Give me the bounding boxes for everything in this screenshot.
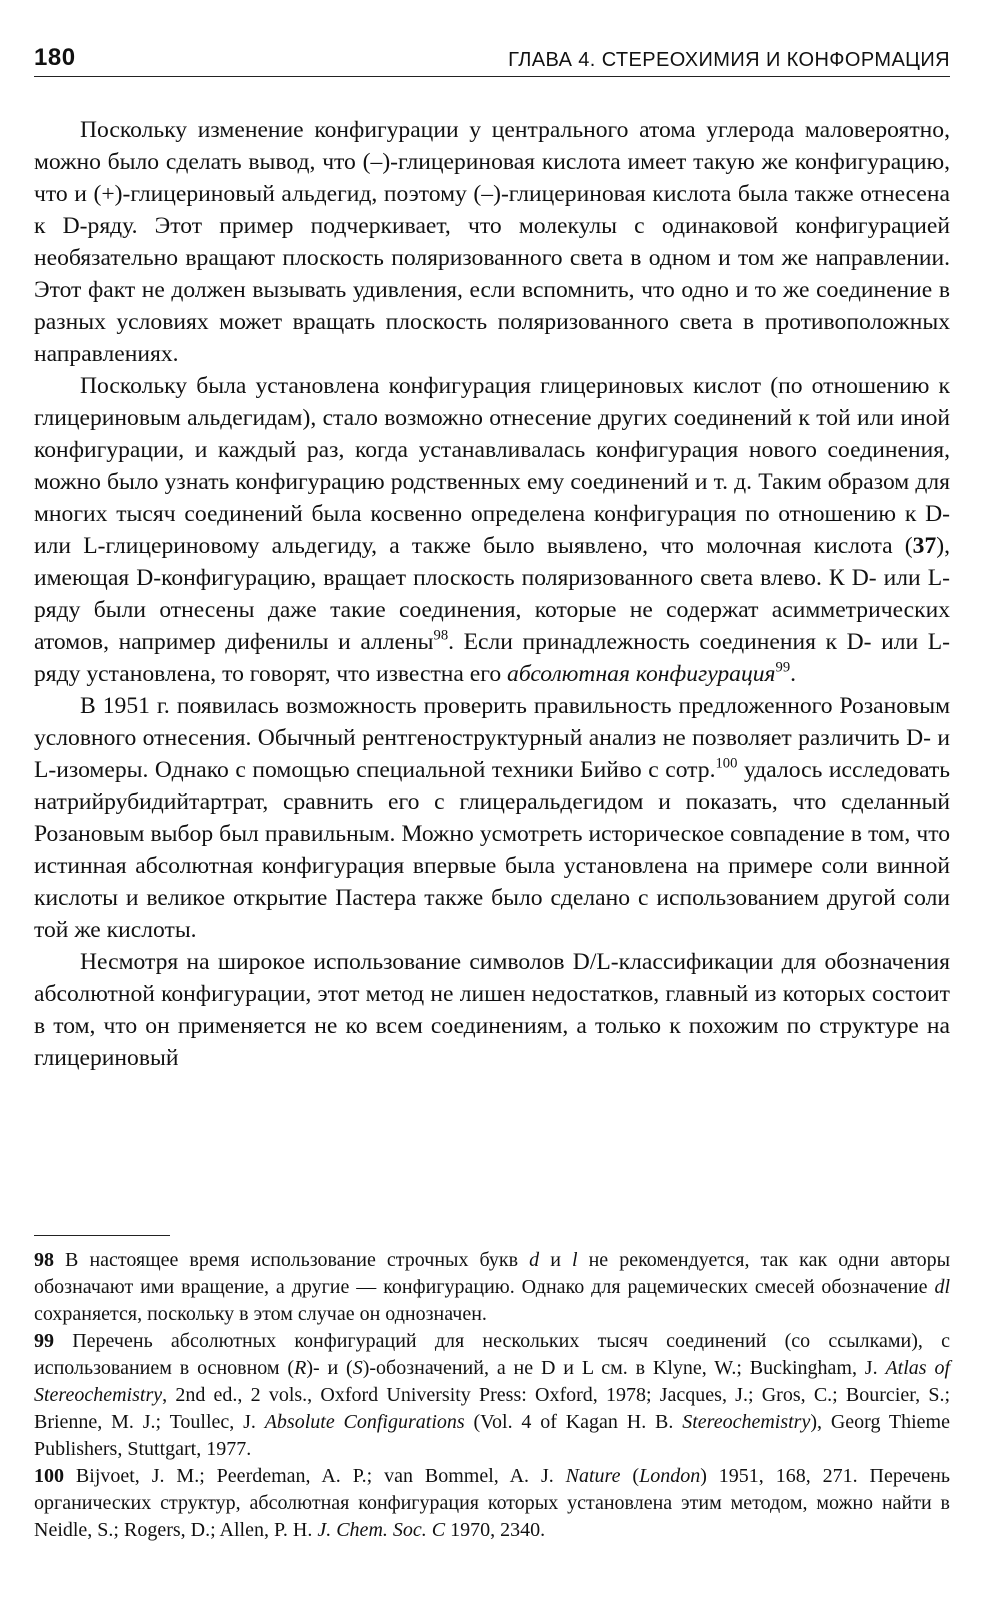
footnote-text: В настоящее время использование строчных букв bbox=[54, 1249, 530, 1271]
footnote-text: Перечень абсолютных конфигураций для нескольких тысяч соединений (со ссылками), с использованием в основном ( bbox=[34, 1330, 950, 1379]
compound-reference: 37 bbox=[912, 533, 937, 559]
footnote-number: 98 bbox=[34, 1249, 54, 1271]
footnote-text: сохраняется, поскольку в этом случае он однозначен. bbox=[34, 1303, 487, 1325]
footnote-text: не рекомендуется, так как одни авторы обозначают ими вращение, а другие — конфигурацию. Однако для рацемических смесей обозначение bbox=[34, 1249, 951, 1298]
footnote-italic: J. Chem. Soc. C bbox=[317, 1519, 446, 1541]
footnote-text: , 2nd ed., 2 vols., Oxford University Press: Oxford, 1978; Jacques, J.; Gros, C.; Bourcier, S.; Brienne, M. J.; Toullec, J. bbox=[34, 1384, 950, 1433]
footnote-italic: Absolute Configurations bbox=[264, 1411, 465, 1433]
paragraph-text: Несмотря на широкое использование символов D/L-классификации для обозначения абсолютной конфигурации, этот метод не лишен недостатков, главный из которых состоит в том, что он применяется не ко всем соединениям, а только к похожим по структуре на глицериновый bbox=[34, 949, 950, 1071]
footnote-98 bbox=[34, 1247, 950, 1328]
footnote-text: (Vol. 4 of Kagan H. B. bbox=[464, 1411, 683, 1433]
footnote-text: )-обозначений, а не D и L см. в Klyne, W.; Buckingham, J. bbox=[362, 1357, 886, 1379]
footnote-text: )- и ( bbox=[306, 1357, 353, 1379]
paragraph-1 bbox=[34, 114, 950, 370]
footnote-marker-99[interactable]: 99 bbox=[775, 659, 791, 676]
footnote-italic: London bbox=[639, 1465, 701, 1487]
footnote-italic: Atlas of Stereochemistry bbox=[34, 1357, 951, 1406]
footnote-italic: Nature bbox=[565, 1465, 621, 1487]
footnote-rule bbox=[34, 1235, 170, 1236]
footnote-99 bbox=[34, 1328, 950, 1463]
paragraph-text: . bbox=[790, 661, 797, 687]
main-text bbox=[34, 114, 950, 1074]
footnote-100 bbox=[34, 1463, 950, 1544]
paragraph-2 bbox=[34, 370, 950, 690]
paragraph-text: Поскольку изменение конфигурации у центрального атома углерода маловероятно, можно было сделать вывод, что (–)-глицериновая кислота имеет такую же конфигурацию, что и (+)-глицериновый альдегид, поэтому (–)-глицериновая кислота была также отнесена к D-ряду. Этот пример подчеркивает, что молекулы с одинаковой конфигурацией необязательно вращают плоскость поляризованного света в одном и том же направлении. Этот факт не должен вызывать удивления, если вспомнить, что одно и то же соединение в разных условиях может вращать плоскость поляризованного света в противоположных направлениях. bbox=[34, 117, 950, 367]
footnote-text: ( bbox=[620, 1465, 640, 1487]
footnote-number: 100 bbox=[34, 1465, 64, 1487]
paragraph-text: В 1951 г. появилась возможность проверить правильность предложенного Розановым условного отнесения. Обычный рентгеноструктурный анализ не позволяет различить D- и L-изомеры. Однако с помощью специальной техники Бийво с сотр. bbox=[34, 693, 950, 783]
footnote-italic: S bbox=[352, 1357, 363, 1379]
paragraph-4 bbox=[34, 946, 950, 1074]
paragraph-text: ), имеющая D-конфигурацию, вращает плоскость поляризованного света влево. К D- или L-ряду были отнесены даже такие соединения, которые не содержат асимметрических атомов, например дифенилы и аллены bbox=[34, 533, 950, 655]
footnote-text: Bijvoet, J. M.; Peerdeman, A. P.; van Bommel, A. J. bbox=[64, 1465, 566, 1487]
footnote-marker-100[interactable]: 100 bbox=[715, 755, 738, 772]
page-header bbox=[34, 38, 950, 72]
paragraph-3 bbox=[34, 690, 950, 946]
paragraph-text: удалось исследовать натрийрубидийтартрат, сравнить его с глицеральдегидом и показать, что сделанный Розановым выбор был правильным. Можно усмотреть историческое совпадение в том, что истинная абсолютная конфигурация впервые была установлена на примере соли винной кислоты и великое открытие Пастера также было сделано с использованием другой соли той же кислоты. bbox=[34, 757, 950, 943]
footnote-text: 1970, 2340. bbox=[445, 1519, 546, 1541]
emphasis-term: абсолютная конфигурация bbox=[507, 661, 776, 687]
footnote-text: ), Georg Thieme Publishers, Stuttgart, 1977. bbox=[34, 1411, 950, 1460]
footnote-text: ) 1951, 168, 271. Перечень органических структур, абсолютная конфигурация которых установлена этим методом, можно найти в Neidle, S.; Rogers, D.; Allen, P. H. bbox=[34, 1465, 950, 1541]
running-head: ГЛАВА 4. СТЕРЕОХИМИЯ И КОНФОРМАЦИЯ bbox=[508, 49, 950, 71]
header-rule bbox=[34, 76, 950, 77]
footnote-italic: R bbox=[294, 1357, 307, 1379]
footnote-italic: dl bbox=[934, 1276, 950, 1298]
footnote-italic: d bbox=[529, 1249, 540, 1271]
footnote-text: и bbox=[539, 1249, 572, 1271]
page-number: 180 bbox=[34, 44, 76, 71]
footnote-italic: Stereochemistry bbox=[682, 1411, 811, 1433]
paragraph-text: Поскольку была установлена конфигурация глицериновых кислот (по отношению к глицериновым альдегидам), стало возможно отнесение других соединений к той или иной конфигурации, и каждый раз, когда устанавливалась конфигурация нового соединения, можно было узнать конфигурацию родственных ему соединений и т. д. Таким образом для многих тысяч соединений была косвенно определена конфигурация по отношению к D- или L-глицериновому альдегиду, а также было выявлено, что молочная кислота ( bbox=[34, 373, 950, 559]
footnote-italic: l bbox=[571, 1249, 578, 1271]
paragraph-text: . Если принадлежность соединения к D- или L-ряду установлена, то говорят, что известна его bbox=[34, 629, 950, 687]
footnote-number: 99 bbox=[34, 1330, 54, 1352]
footnotes bbox=[34, 1247, 950, 1544]
footnote-marker-98[interactable]: 98 bbox=[433, 627, 449, 644]
